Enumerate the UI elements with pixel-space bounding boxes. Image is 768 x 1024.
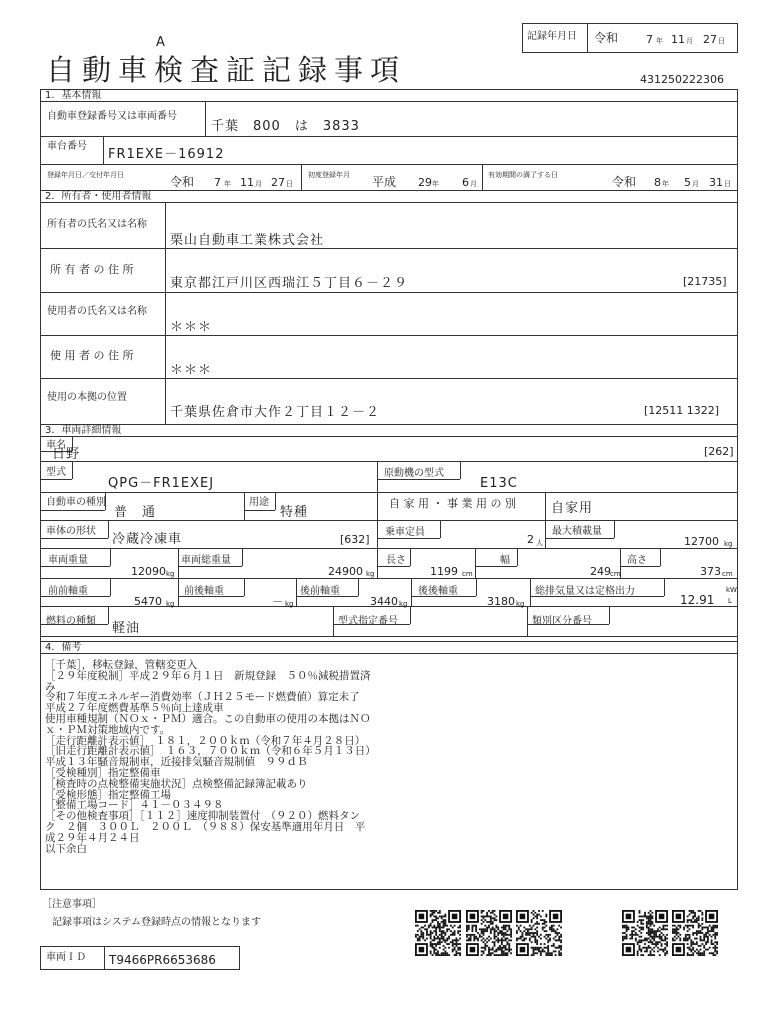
expiry-date-label: 有効期間の満了する日 [488,171,558,179]
base-location-label: 使用の本拠の位置 [47,392,127,403]
vehicle-weight-value: 12090 [131,565,166,578]
vehicle-id-value: T9466PR6653686 [109,953,216,967]
remarks-line: ［千葉］，移転登録，管轄変更入 [45,659,198,671]
remarks-line: 成２９年４月２４日 [45,831,140,844]
qr-code-2 [466,910,512,956]
body-shape-label: 車体の形状 [46,526,96,537]
vehicle-weight-label: 車両重量 [48,555,88,566]
remarks-line: 令和７年度エネルギー消費効率（ＪＨ２５モード燃費値）算定未了 [45,691,360,704]
registration-date-year: 7 [214,176,221,189]
displacement-unit-l: L [728,597,732,605]
rear-front-axle-value: 3440 [370,595,398,608]
section-1-heading: 1．基本情報 [40,89,738,102]
expiry-date-month-unit: 月 [692,180,699,188]
front-rear-axle-unit: kg [285,600,294,608]
record-date-label: 記録年月日 [527,31,577,42]
remarks-line: ［受検種別］指定整備車 [45,766,161,779]
document-number: 431250222306 [640,73,724,86]
gross-weight-unit: kg [366,570,375,578]
registration-number-label: 自動車登録番号又は車両番号 [47,111,177,122]
expiry-date-month: 5 [684,176,691,189]
remarks-line: ［受検形態］指定整備工場 [45,788,171,801]
user-address-value: ＊＊＊ [170,363,213,378]
first-registration-month-unit: 月 [470,180,477,188]
registration-date-month: 11 [240,176,254,189]
base-location-value: 千葉県佐倉市大作２丁目１２－２ [170,405,381,420]
owner-address-label: 所 有 者 の 住 所 [50,263,134,276]
qr-code-5 [672,910,718,956]
vehicle-weight-unit: kg [166,570,175,578]
expiry-date-year-unit: 年 [662,180,669,188]
max-load-label: 最大積載量 [552,526,602,537]
base-location-code: [12511 1322] [644,404,720,417]
registration-date-year-unit: 年 [224,180,231,188]
owner-address-value: 東京都江戸川区西瑞江５丁目６－２９ [170,276,409,291]
fuel-type-value: 軽油 [112,621,141,636]
first-registration-year-unit: 年 [432,180,439,188]
classification-label: 類別区分番号 [532,616,592,627]
remarks-text [45,660,395,854]
remarks-line: 平成１３年騒音規制車，近接排気騒音規制値 ９９ｄＢ [45,756,308,769]
displacement-label: 総排気量又は定格出力 [535,586,635,597]
rear-front-axle-unit: kg [399,600,408,608]
model-value: QPG－FR1EXEJ [108,476,215,491]
first-registration-label: 初度登録年月 [308,171,350,179]
registration-date-day: 27 [271,176,285,189]
chassis-number-label: 車台番号 [47,141,87,152]
record-date-era: 令和 [594,31,619,45]
registration-date-month-unit: 月 [255,180,262,188]
first-registration-year: 29 [418,176,432,189]
length-value: 1199 [430,565,458,578]
remarks-line: み [45,680,56,693]
body-shape-value: 冷蔵冷凍車 [112,532,183,547]
remarks-line: ［検査時の点検整備実施状況］点検整備記録簿記載あり [45,777,308,790]
type-designation-label: 型式指定番号 [338,616,398,627]
record-date-day-unit: 日 [718,37,725,45]
maker-value: 日野 [52,447,81,462]
owner-name-label: 所有者の氏名又は名称 [47,219,147,230]
page-title: 自動車検査証記録事項 [46,53,407,87]
section-2-heading: 2．所有者・使用者情報 [40,190,738,203]
rear-rear-axle-label: 後後軸重 [418,586,458,597]
notes-heading: ［注意事項］ [42,899,102,910]
width-unit: cm [610,570,621,578]
front-rear-axle-value: － [272,595,283,608]
capacity-unit: 人 [536,539,543,547]
use-value: 特種 [280,505,309,520]
remarks-line: 以下余白 [45,842,87,855]
front-front-axle-value: 5470 [134,595,162,608]
rear-rear-axle-value: 3180 [487,595,515,608]
private-business-value: 自家用 [551,501,594,516]
notes-text: 記録事項はシステム登録時点の情報となります [52,917,261,928]
vehicle-kind-value: 普 通 [114,505,157,520]
private-business-label: 自 家 用 ・ 事 業 用 の 別 [389,497,516,510]
max-load-value: 12700 [684,535,719,548]
record-date-day: 27 [703,33,717,46]
owner-name-value: 栗山自動車工業株式会社 [170,233,325,248]
remarks-line: ク ２個 ３００Ｌ ２００Ｌ （９８８）保安基準適用年月日 平 [45,820,366,833]
first-registration-era: 平成 [372,175,397,189]
remarks-line: 使用車種規制（ＮＯｘ・ＰＭ）適合。この自動車の使用の本拠はＮＯ [45,712,371,725]
section-3-heading: 3．車両詳細情報 [40,424,738,437]
user-address-label: 使 用 者 の 住 所 [50,349,134,362]
height-label: 高さ [627,555,647,566]
expiry-date-era: 令和 [612,175,637,189]
section-4-heading: 4．備考 [40,641,738,654]
remarks-line: ［走行距離計表示値］ １８１，２００ｋｍ（令和７年４月２８日） [45,734,366,747]
expiry-date-day-unit: 日 [724,180,731,188]
registration-date-era: 令和 [170,175,195,189]
length-label: 長さ [386,555,406,566]
expiry-date-day: 31 [709,176,723,189]
width-value: 249 [590,565,611,578]
record-date-month: 11 [671,33,685,46]
rear-rear-axle-unit: kg [516,600,525,608]
displacement-unit-kw: kW [726,586,737,594]
height-value: 373 [700,565,721,578]
record-date-year: 7 [646,33,653,46]
engine-model-label: 原動機の型式 [384,468,444,479]
height-unit: cm [722,570,733,578]
qr-code-1 [415,910,461,956]
header-mark: A [156,35,165,50]
vehicle-kind-label: 自動車の種別 [46,497,106,508]
rear-front-axle-label: 後前軸重 [300,586,340,597]
length-unit: cm [462,570,473,578]
max-load-unit: kg [724,540,733,548]
qr-code-3 [516,910,562,956]
record-date-month-unit: 月 [686,37,693,45]
gross-weight-label: 車両総重量 [181,555,231,566]
remarks-line: ［２９年度税制］平成２９年６月１日 新規登録 ５０％減税措置済 [45,669,371,682]
front-front-axle-label: 前前軸重 [48,586,88,597]
remarks-line: ［旧走行距離計表示値］ １６３，７００ｋｍ（令和６年５月１３日） [45,745,376,758]
body-shape-code: [632] [340,533,370,546]
user-name-value: ＊＊＊ [170,320,213,335]
user-name-label: 使用者の氏名又は名称 [47,306,147,317]
front-rear-axle-label: 前後軸重 [184,586,224,597]
vehicle-id-label: 車両ＩＤ [46,952,86,963]
remarks-line: ｘ・ＰＭ対策地域内です。 [45,723,171,736]
expiry-date-year: 8 [654,176,661,189]
use-label: 用途 [249,497,269,508]
remarks-line: 平成２７年度燃費基準５％向上達成車 [45,702,224,715]
owner-address-code: [21735] [683,275,727,288]
capacity-value: 2 [527,533,534,546]
remarks-line: ［その他検査事項］［１１２］速度抑制装置付 （９２０）燃料タン [45,810,360,823]
registration-date-day-unit: 日 [286,180,293,188]
qr-code-4 [622,910,668,956]
fuel-type-label: 燃料の種類 [46,616,96,627]
width-label: 幅 [500,555,510,566]
capacity-label: 乗車定員 [385,527,425,538]
chassis-number-value: FR1EXE－16912 [108,147,225,162]
displacement-value: 12.91 [680,593,715,607]
front-front-axle-unit: kg [166,600,175,608]
remarks-line: ［整備工場コード］４１－０３４９８ [45,799,224,812]
registration-number-value: 千葉 800 は 3833 [211,119,360,134]
first-registration-month: 6 [462,176,469,189]
registration-date-label: 登録年月日／交付年月日 [47,171,124,179]
maker-code: [262] [704,445,734,458]
gross-weight-value: 24900 [328,565,363,578]
maker-label: 車名 [46,440,66,451]
engine-model-value: E13C [480,476,518,491]
record-date-year-unit: 年 [656,37,663,45]
model-label: 型式 [46,467,66,478]
